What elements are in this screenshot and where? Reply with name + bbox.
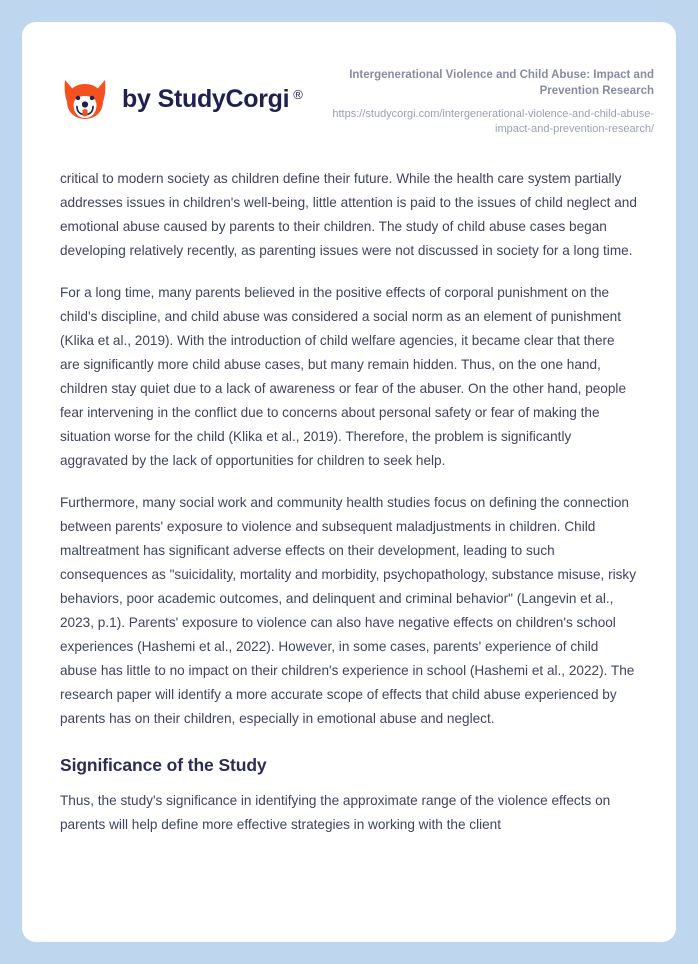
corgi-face-icon: [60, 74, 110, 124]
section-heading-significance: Significance of the Study: [60, 755, 267, 776]
paragraph-3: Furthermore, many social work and community health studies focus on defining the connection between parents' exposure to violence and subsequent maladjustments in children. Child maltreatment has significant adverse effects on their development, leading to such consequences as "suicidality, mortality and morbidity, psychopathology, substance misuse, risky behaviors, poor academic outcomes, and delinquent and criminal behavior" (Langevin et al., 2023, p.1). Parents' exposure to violence can also have negative effects on children's school experiences (Hashemi et al., 2022). However, in some cases, parents' experience of child abuse has little to no impact on their children's experience in school (Hashemi et al., 2022). The research paper will identify a more accurate scope of effects that child abuse experienced by parents has on their children, especially in emotional abuse and neglect.: [60, 495, 637, 727]
document-page-card: [22, 22, 676, 942]
brand-prefix: by: [122, 84, 151, 113]
brand-name: StudyCorgi: [157, 84, 290, 113]
paragraph-2: For a long time, many parents believed in the positive effects of corporal punishment on the child's discipline, and child abuse was considered a social norm as an element of punishment (Klika et al., 2019). With the introduction of child welfare agencies, it became clear that there are significantly more child abuse cases, but many remain hidden. Thus, on the one hand, children stay quiet due to a lack of awareness or fear of the abuser. On the other hand, people fear intervening in the conflict due to concerns about personal safety or fear of making the situation worse for the child (Klika et al., 2019). Therefore, the problem is significantly aggravated by the lack of opportunities for children to seek help.: [60, 285, 627, 469]
brand-logo: [60, 62, 303, 124]
document-title: Intergenerational Violence and Child Abuse: Impact and Prevention Research: [349, 69, 654, 97]
paragraph-1: critical to modern society as children define their future. While the health care system partially addresses issues in children's well-being, little attention is paid to the issues of child neglect and emotional abuse caused by parents to their children. The study of child abuse cases began developing relatively recently, as parenting issues were not discussed in society for a long time.: [60, 171, 637, 259]
brand-wordmark: [122, 84, 303, 113]
document-meta: [314, 62, 654, 137]
document-header: [22, 22, 676, 137]
paragraph-4: Thus, the study's significance in identifying the approximate range of the violence effects on parents will help define more effective strategies in working with the client: [60, 793, 611, 833]
document-source-url[interactable]: https://studycorgi.com/intergenerational-violence-and-child-abuse-impact-and-prevention-research/: [332, 107, 654, 135]
registered-trademark-icon: ®: [293, 86, 303, 102]
document-body: [22, 137, 676, 837]
